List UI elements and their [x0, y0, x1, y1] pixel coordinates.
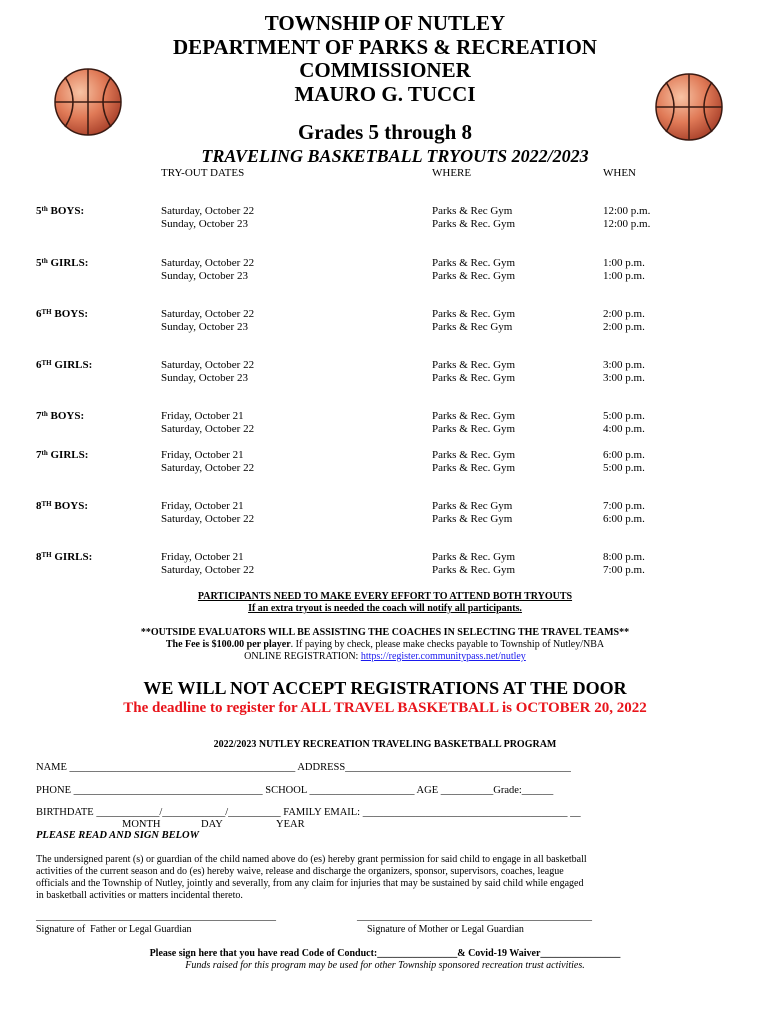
birthdate-day-label: DAY — [201, 819, 223, 830]
time: 3:00 p.m. — [603, 359, 645, 371]
extra-tryout-notice: If an extra tryout is needed the coach will notify all participants. — [248, 603, 522, 614]
online-registration-label: ONLINE REGISTRATION: — [244, 651, 361, 662]
location: Parks & Rec. Gym — [432, 359, 516, 371]
schedule-row — [0, 449, 770, 477]
tryout-date: Friday, October 21 — [161, 500, 244, 512]
grade-number: 5 — [36, 205, 42, 217]
birthdate-email-field[interactable]: BIRTHDATE ____________/____________/__________ FAMILY EMAIL: _______________________________________ __ — [36, 807, 581, 818]
time: 6:00 p.m. — [603, 513, 645, 525]
online-registration-link[interactable]: https://register.communitypass.net/nutley — [360, 651, 526, 662]
father-signature-field[interactable]: ________________________________________________ — [36, 911, 276, 922]
grade-ordinal: TH — [41, 500, 52, 508]
location: Parks & Rec. Gym — [432, 551, 516, 563]
grade-ordinal: th — [41, 205, 48, 213]
row-group-label — [36, 359, 92, 372]
time: 1:00 p.m. — [603, 257, 645, 269]
online-registration-line — [0, 651, 770, 662]
tryout-time — [603, 257, 645, 283]
tryout-time — [603, 500, 645, 526]
registration-deadline: The deadline to register for ALL TRAVEL BASKETBALL is OCTOBER 20, 2022 — [123, 700, 647, 716]
group-label: BOYS: — [50, 205, 85, 217]
tryout-location — [432, 205, 515, 231]
schedule-row — [0, 359, 770, 387]
tryout-location — [432, 449, 515, 475]
no-door-registration: WE WILL NOT ACCEPT REGISTRATIONS AT THE DOOR — [143, 678, 627, 698]
waiver-line: officials and the Township of Nutley, jointly and severally, from any claim for injuries that may be sustained by said child while engaged — [36, 878, 584, 889]
tryout-date: Saturday, October 22 — [161, 513, 255, 525]
time: 2:00 p.m. — [603, 308, 645, 320]
time: 8:00 p.m. — [603, 551, 645, 563]
tryout-date: Friday, October 21 — [161, 410, 244, 422]
group-label: GIRLS: — [50, 449, 89, 461]
tryout-date: Saturday, October 22 — [161, 257, 255, 269]
code-of-conduct-signature[interactable]: Please sign here that you have read Code of Conduct:________________& Covid-19 Waiver________________ — [149, 948, 621, 959]
tryout-dates — [161, 449, 254, 475]
location: Parks & Rec. Gym — [432, 372, 516, 384]
grade-ordinal: th — [41, 257, 48, 265]
group-label: BOYS: — [54, 500, 88, 512]
group-label: BOYS: — [50, 410, 85, 422]
header-commissioner-name: MAURO G. TUCCI — [294, 81, 476, 106]
group-label: GIRLS: — [54, 359, 93, 371]
time: 7:00 p.m. — [603, 564, 645, 576]
location: Parks & Rec Gym — [432, 500, 513, 512]
location: Parks & Rec Gym — [432, 205, 513, 217]
tryout-dates — [161, 551, 254, 577]
tryout-location — [432, 359, 515, 385]
location: Parks & Rec. Gym — [432, 564, 516, 576]
tryout-date: Sunday, October 23 — [161, 270, 248, 282]
location: Parks & Rec. Gym — [432, 270, 516, 282]
time: 6:00 p.m. — [603, 449, 645, 461]
program-title: 2022/2023 NUTLEY RECREATION TRAVELING BASKETBALL PROGRAM — [213, 739, 557, 750]
tryout-date: Saturday, October 22 — [161, 205, 255, 217]
grade-number: 7 — [36, 449, 42, 461]
tryout-date: Sunday, October 23 — [161, 218, 248, 230]
header-department: DEPARTMENT OF PARKS & RECREATION — [173, 34, 597, 59]
column-header-dates: TRY-OUT DATES — [161, 167, 245, 179]
tryout-location — [432, 410, 515, 436]
evaluators-notice: **OUTSIDE EVALUATORS WILL BE ASSISTING THE COACHES IN SELECTING THE TRAVEL TEAMS** — [140, 627, 630, 638]
schedule-row — [0, 551, 770, 579]
time: 1:00 p.m. — [603, 270, 645, 282]
grade-number: 6 — [36, 359, 42, 371]
name-address-field[interactable]: NAME ___________________________________________ ADDRESS___________________________________________ — [36, 762, 571, 773]
tryout-date: Saturday, October 22 — [161, 308, 255, 320]
tryout-dates — [161, 308, 254, 334]
column-header-when: WHEN — [603, 167, 636, 179]
row-group-label — [36, 410, 84, 423]
birthdate-month-label: MONTH — [122, 819, 161, 830]
schedule-row — [0, 500, 770, 528]
waiver-line: activities of the current season and do (es) hereby waive, release and discharge the organizers, sponsor, supervisors, coaches, league — [36, 866, 564, 877]
tryout-time — [603, 449, 645, 475]
group-label: BOYS: — [54, 308, 88, 320]
grade-ordinal: TH — [41, 308, 52, 316]
waiver-paragraph — [36, 854, 587, 902]
tryout-location — [432, 551, 515, 577]
group-label: GIRLS: — [54, 551, 93, 563]
grades-title: Grades 5 through 8 — [297, 120, 473, 144]
time: 7:00 p.m. — [603, 500, 645, 512]
time: 3:00 p.m. — [603, 372, 645, 384]
tryout-dates — [161, 205, 254, 231]
location: Parks & Rec Gym — [432, 321, 513, 333]
fee-line — [0, 639, 770, 650]
location: Parks & Rec. Gym — [432, 308, 516, 320]
tryout-date: Sunday, October 23 — [161, 321, 248, 333]
fee-payment-info: . If paying by check, please make checks payable to Township of Nutley/NBA — [290, 639, 605, 650]
location: Parks & Rec. Gym — [432, 410, 516, 422]
tryout-date: Friday, October 21 — [161, 449, 244, 461]
time: 5:00 p.m. — [603, 462, 645, 474]
location: Parks & Rec. Gym — [432, 257, 516, 269]
read-and-sign-heading: PLEASE READ AND SIGN BELOW — [36, 830, 199, 841]
grade-ordinal: th — [41, 410, 48, 418]
tryout-time — [603, 205, 650, 231]
tryout-dates — [161, 257, 254, 283]
time: 12:00 p.m. — [603, 218, 651, 230]
tryout-date: Sunday, October 23 — [161, 372, 248, 384]
tryout-location — [432, 308, 515, 334]
document-header — [0, 12, 770, 106]
father-signature-label: Signature of Father or Legal Guardian — [36, 924, 192, 935]
tryout-date: Saturday, October 22 — [161, 564, 255, 576]
time: 4:00 p.m. — [603, 423, 645, 435]
tryout-date: Saturday, October 22 — [161, 462, 255, 474]
birthdate-year-label: YEAR — [276, 819, 305, 830]
tryout-time — [603, 410, 645, 436]
schedule-row — [0, 410, 770, 438]
tryout-dates — [161, 500, 254, 526]
waiver-line: in basketball activities or matters incidental thereto. — [36, 890, 243, 901]
row-group-label — [36, 257, 88, 270]
row-group-label — [36, 449, 88, 462]
tryout-dates — [161, 359, 254, 385]
location: Parks & Rec. Gym — [432, 449, 516, 461]
schedule-row — [0, 308, 770, 336]
schedule-row — [0, 257, 770, 285]
tryout-time — [603, 551, 645, 577]
grade-number: 6 — [36, 308, 42, 320]
grade-number: 8 — [36, 551, 42, 563]
mother-signature-field[interactable]: _______________________________________________ — [357, 911, 592, 922]
tryouts-subtitle: TRAVELING BASKETBALL TRYOUTS 2022/2023 — [201, 146, 589, 166]
row-group-label — [36, 205, 84, 218]
schedule-row — [0, 205, 770, 233]
grade-ordinal: TH — [41, 551, 52, 559]
tryout-dates — [161, 410, 254, 436]
grade-number: 5 — [36, 257, 42, 269]
row-group-label — [36, 500, 88, 513]
header-commissioner-label: COMMISSIONER — [299, 58, 471, 82]
row-group-label — [36, 308, 88, 321]
phone-school-age-grade-field[interactable]: PHONE ____________________________________ SCHOOL ____________________ AGE __________Grade:______ — [36, 785, 554, 796]
funds-note: Funds raised for this program may be used for other Township sponsored recreation trust activities. — [185, 960, 585, 971]
location: Parks & Rec Gym — [432, 513, 513, 525]
tryout-location — [432, 500, 512, 526]
tryout-date: Saturday, October 22 — [161, 423, 255, 435]
location: Parks & Rec. Gym — [432, 462, 516, 474]
time: 12:00 p.m. — [603, 205, 651, 217]
group-label: GIRLS: — [50, 257, 89, 269]
grade-ordinal: TH — [41, 359, 52, 367]
tryout-time — [603, 359, 645, 385]
tryout-date: Friday, October 21 — [161, 551, 244, 563]
tryout-location — [432, 257, 515, 283]
grade-number: 7 — [36, 410, 42, 422]
column-header-where: WHERE — [432, 167, 472, 179]
time: 2:00 p.m. — [603, 321, 645, 333]
time: 5:00 p.m. — [603, 410, 645, 422]
row-group-label — [36, 551, 92, 564]
mother-signature-label: Signature of Mother or Legal Guardian — [367, 924, 524, 935]
location: Parks & Rec. Gym — [432, 423, 516, 435]
tryout-date: Saturday, October 22 — [161, 359, 255, 371]
header-township: TOWNSHIP OF NUTLEY — [264, 11, 506, 35]
attendance-notice: PARTICIPANTS NEED TO MAKE EVERY EFFORT TO ATTEND BOTH TRYOUTS — [197, 591, 573, 602]
location: Parks & Rec. Gym — [432, 218, 516, 230]
tryout-time — [603, 308, 645, 334]
fee-amount: The Fee is $100.00 per player — [165, 639, 291, 650]
waiver-line: The undersigned parent (s) or guardian of the child named above do (es) hereby grant permission for said child to engage in all basketball — [36, 854, 587, 865]
grade-ordinal: th — [41, 449, 48, 457]
grade-number: 8 — [36, 500, 42, 512]
